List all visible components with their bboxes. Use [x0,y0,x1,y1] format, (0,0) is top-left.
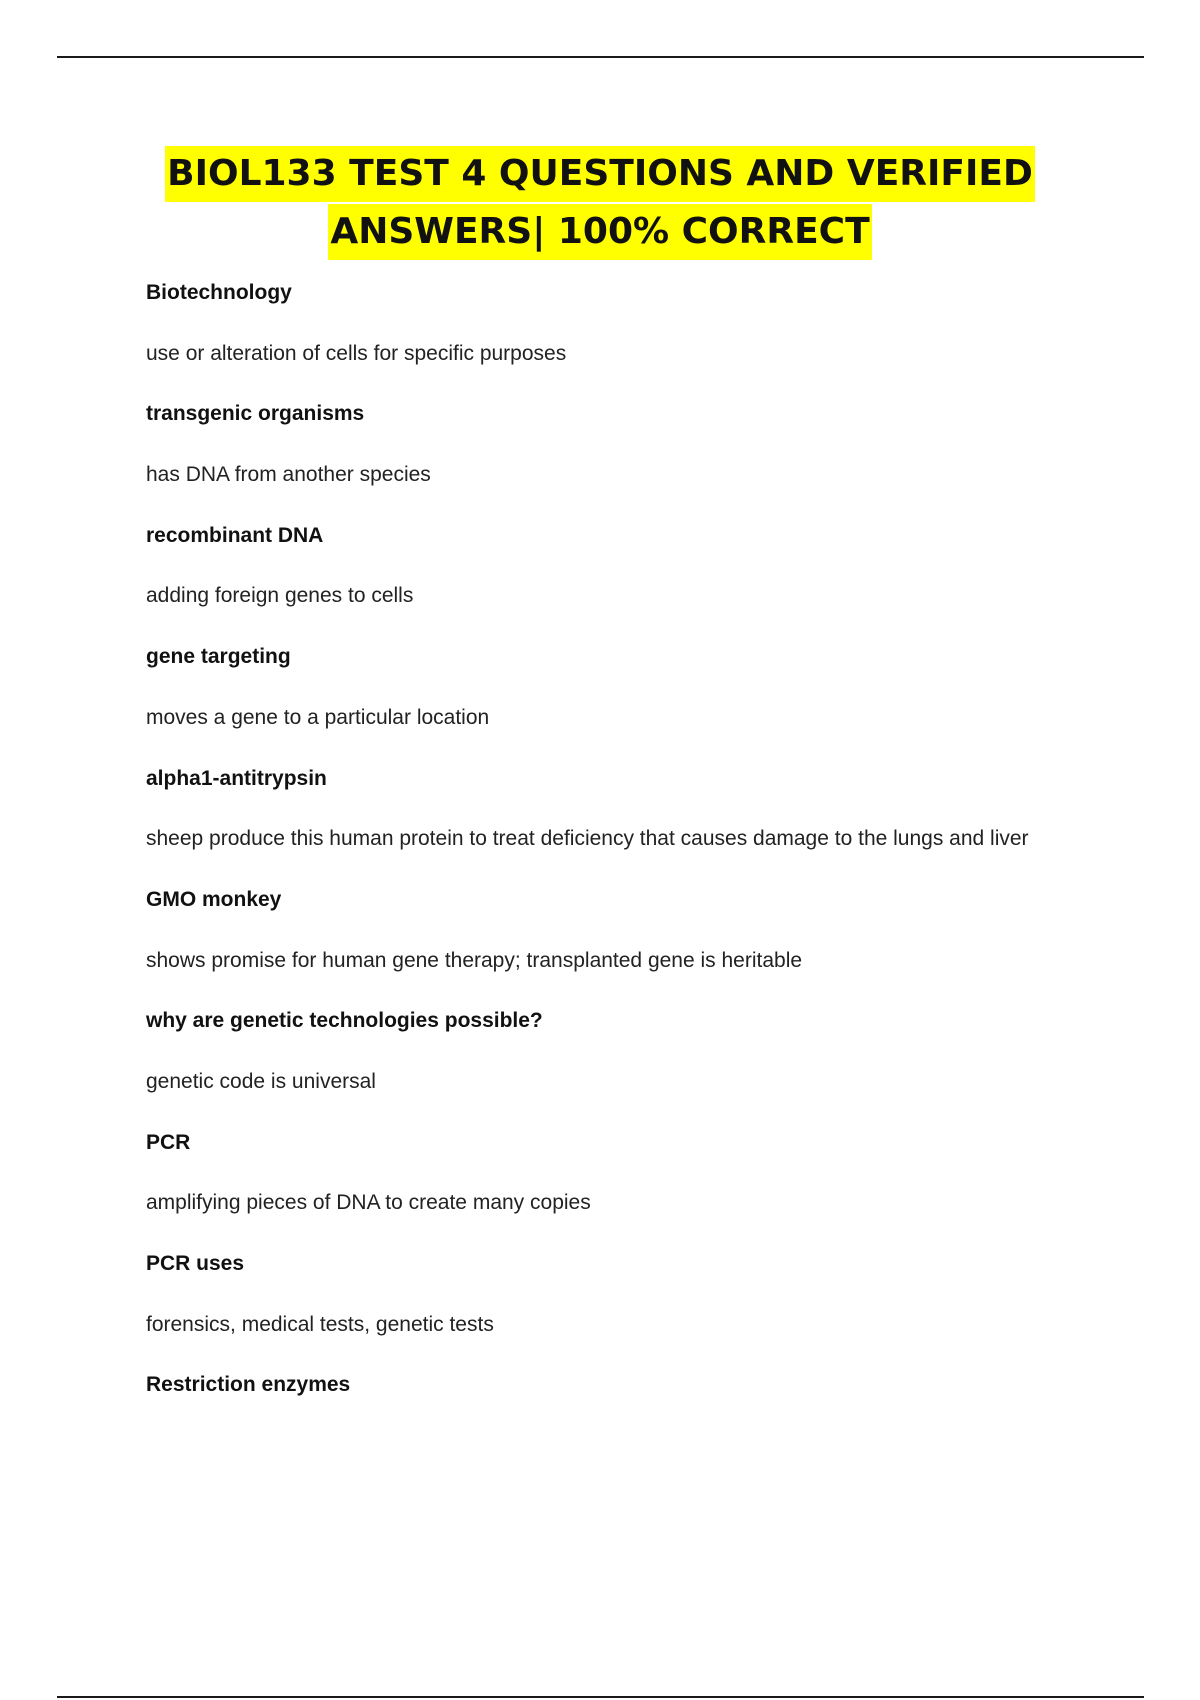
term: alpha1-antitrypsin [146,766,327,790]
title-line-2: ANSWERS| 100% CORRECT [328,204,871,260]
document-title [0,146,1200,262]
header-rule [57,56,1144,58]
term: PCR uses [146,1252,245,1275]
term: Restriction enzymes [146,1373,351,1397]
term: PCR [146,1130,191,1154]
qa-list [146,276,1146,1429]
definition: has DNA from another species [146,463,431,487]
term: gene targeting [146,645,291,669]
qa-item [146,883,1146,1004]
definition: use or alteration of cells for specific purposes [146,341,567,365]
title-line-1: BIOL133 TEST 4 QUESTIONS AND VERIFIED [165,146,1035,202]
qa-item [146,640,1146,761]
term: why are genetic technologies possible? [146,1009,543,1033]
definition: moves a gene to a particular location [146,705,490,729]
qa-item [146,1368,1146,1429]
term: recombinant DNA [146,523,324,547]
qa-item [146,1004,1146,1125]
term: Biotechnology [146,281,292,304]
term: transgenic organisms [146,402,365,426]
qa-item [146,276,1146,397]
term: GMO monkey [146,887,282,911]
qa-item [146,1126,1146,1247]
definition: adding foreign genes to cells [146,584,414,608]
qa-item [146,762,1146,883]
definition: sheep produce this human protein to treat deficiency that causes damage to the lungs and liver [146,827,1029,851]
definition: shows promise for human gene therapy; transplanted gene is heritable [146,948,803,972]
qa-item [146,1247,1146,1368]
definition: genetic code is universal [146,1069,376,1093]
footer-rule [57,1696,1144,1698]
definition: forensics, medical tests, genetic tests [146,1312,494,1336]
qa-item [146,397,1146,518]
definition: amplifying pieces of DNA to create many copies [146,1191,591,1215]
qa-item [146,519,1146,640]
